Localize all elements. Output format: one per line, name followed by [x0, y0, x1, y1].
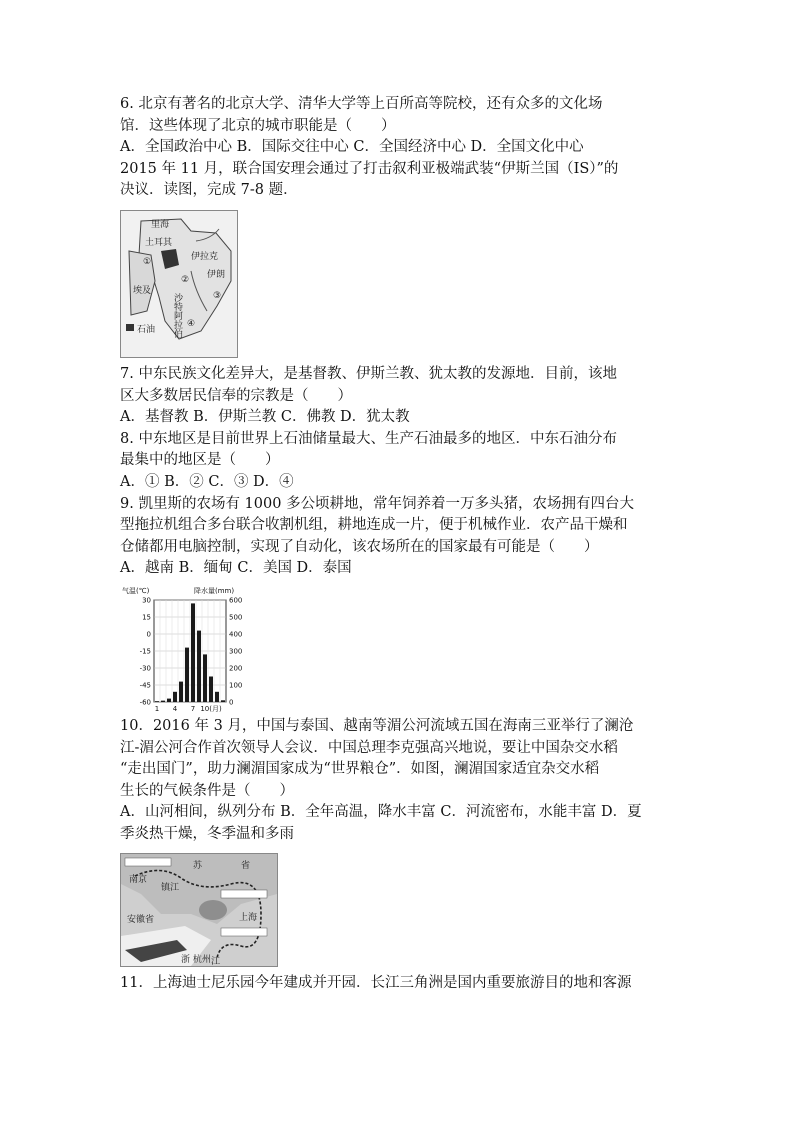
precip-bar: [221, 700, 225, 702]
q8-options: A．① B．② C．③ D．④: [120, 473, 294, 490]
left-tick-label: -15: [139, 647, 151, 656]
q10-line-1: 10．2016 年 3 月，中国与泰国、越南等湄公河流域五国在海南三亚举行了澜沧: [120, 717, 634, 734]
q11-line-1: 11．上海迪士尼乐园今年建成并开园．长江三角洲是国内重要旅游目的地和客源: [120, 975, 632, 992]
precip-bar: [185, 648, 189, 702]
x-tick-label: 7: [190, 704, 196, 713]
map-label-saudi: 沙特阿拉伯: [172, 292, 182, 338]
q9-options: A．越南 B．缅甸 C．美国 D．泰国: [120, 560, 352, 577]
q10-line-4: 生长的气候条件是（ ）: [120, 782, 294, 799]
precip-bar: [167, 699, 171, 702]
left-tick-label: -45: [139, 681, 151, 690]
map-label-turkey: 土耳其: [145, 237, 173, 248]
x-tick-label: 1: [154, 704, 160, 713]
rail-label-hangzhou: 浙 杭州: [181, 955, 211, 966]
precip-bar: [191, 603, 195, 702]
map-label-iraq: 伊拉克: [191, 251, 219, 262]
map-marker-1: ①: [143, 256, 152, 267]
map-legend-oil: 石油: [137, 324, 156, 335]
q8-line-1: 8. 中东地区是目前世界上石油储量最大、生产石油最多的地区．中东石油分布: [120, 430, 617, 447]
q9-line-2: 型拖拉机组合多台联合收割机组，耕地连成一片，便于机械作业．农产品干燥和: [120, 517, 628, 534]
right-tick-label: 600: [229, 596, 243, 605]
q7-line-1: 7. 中东民族文化差异大，是基督教、伊斯兰教、犹太教的发源地．目前，该地: [120, 365, 617, 382]
x-tick-label: 10(月): [200, 704, 222, 713]
rail-label-nanjing: 南京: [129, 875, 148, 886]
oil-derrick-icon: [126, 324, 134, 331]
q7-line-2: 区大多数居民信奉的宗教是（ ）: [120, 387, 352, 404]
precip-bar: [161, 701, 165, 702]
x-tick-label: 4: [172, 704, 178, 713]
map-marker-2: ②: [181, 274, 190, 285]
rail-label-zhenjiang: 镇江: [161, 883, 180, 894]
rail-label-jiang: 江: [211, 957, 221, 968]
precip-bar: [203, 654, 207, 702]
precip-bar: [197, 631, 201, 702]
map-label-egypt: 埃及: [133, 285, 152, 296]
precip-bar: [179, 682, 183, 702]
rail-label-su: 苏: [193, 861, 203, 872]
right-tick-label: 500: [229, 613, 243, 622]
right-axis-title: 降水量(mm): [194, 586, 235, 595]
intro-7-8-line-1: 2015 年 11 月，联合国安理会通过了打击叙利亚极端武装“伊斯兰国（IS）”的: [120, 160, 619, 177]
q6-line-1: 6. 北京有著名的北京大学、清华大学等上百所高等院校，还有众多的文化场: [120, 96, 603, 112]
map-marker-3: ③: [213, 290, 222, 301]
q10-options-1: A．山河相间，纵列分布 B．全年高温，降水丰富 C．河流密布，水能丰富 D．夏: [120, 804, 642, 821]
rail-label-shanghai: 上海: [239, 913, 258, 924]
q9-line-3: 仓储都用电脑控制，实现了自动化，该农场所在的国家最有可能是（ ）: [120, 538, 599, 555]
map-marker-4: ④: [187, 318, 196, 329]
right-tick-label: 400: [229, 630, 243, 639]
exam-page: [120, 94, 690, 995]
q8-line-2: 最集中的地区是（ ）: [120, 452, 280, 469]
left-tick-label: 30: [142, 596, 151, 605]
q10-line-2: 江-湄公河合作首次领导人会议．中国总理李克强高兴地说，要让中国杂交水稻: [120, 739, 618, 756]
right-tick-label: 200: [229, 664, 243, 673]
precip-bar: [155, 701, 159, 702]
map-label-iran: 伊朗: [207, 269, 226, 280]
map-label-caspian: 里海: [151, 219, 170, 230]
precip-bar: [173, 692, 177, 702]
q10-line-3: “走出国门”，助力澜湄国家成为“世界粮仓”．如图，澜湄国家适宜杂交水稻: [120, 761, 600, 778]
right-tick-label: 300: [229, 647, 243, 656]
intro-7-8-line-2: 决议．读图，完成 7-8 题．: [120, 182, 298, 199]
middle-east-map: [120, 210, 238, 358]
q7-options: A．基督教 B．伊斯兰教 C．佛教 D．犹太教: [120, 409, 410, 426]
precip-bar: [215, 692, 219, 702]
climate-chart-svg: [120, 584, 260, 714]
left-tick-label: -60: [139, 698, 151, 707]
q9-line-1: 9. 凯里斯的农场有 1000 多公顷耕地，常年饲养着一万多头猪，农场拥有四台大: [120, 495, 635, 512]
left-tick-label: 15: [142, 613, 151, 622]
rail-label-sheng: 省: [241, 861, 251, 872]
q6-line-2: 馆．这些体现了北京的城市职能是（ ）: [120, 117, 396, 134]
precip-bar: [209, 676, 213, 702]
climate-chart: [120, 584, 260, 714]
q10-options-2: 季炎热干燥，冬季温和多雨: [120, 825, 294, 842]
left-axis-title: 气温(℃): [122, 586, 150, 595]
left-tick-label: -30: [139, 664, 151, 673]
rail-label-anhui: 安徽省: [127, 915, 155, 926]
right-tick-label: 0: [229, 698, 234, 707]
yangtze-rail-map: [120, 853, 278, 967]
right-tick-label: 100: [229, 681, 243, 690]
q6-options: A．全国政治中心 B．国际交往中心 C．全国经济中心 D．全国文化中心: [120, 139, 584, 156]
left-tick-label: 0: [146, 630, 151, 639]
